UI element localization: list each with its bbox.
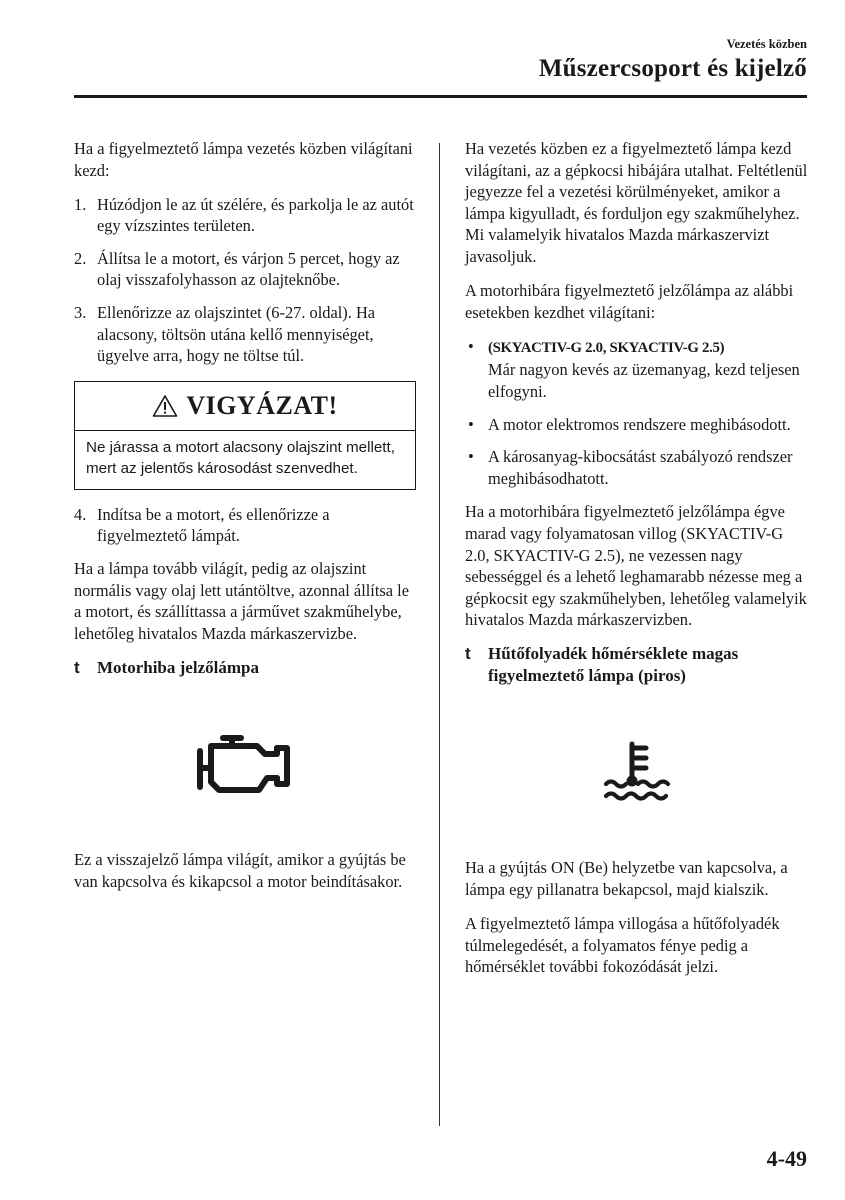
bullet-bold-text: (SKYACTIV-G 2.0, SKYACTIV-G 2.5) [488, 339, 725, 356]
coolant-icon-area [465, 687, 810, 857]
right-paragraph-2: A motorhibára figyelmeztető jelzőlámpa az alábbi esetekben kezdhet világítani: [465, 281, 794, 322]
list-item [74, 248, 416, 291]
list-item [465, 414, 810, 436]
list-item [465, 446, 810, 489]
step-number: 3. [74, 303, 87, 323]
header-section-label: Vezetés közben [726, 37, 807, 51]
engine-icon-area [74, 679, 416, 849]
warning-box [74, 381, 416, 490]
warning-triangle-icon [152, 394, 178, 418]
check-engine-icon [195, 733, 295, 795]
warning-header [75, 382, 415, 431]
step-number: 1. [74, 194, 87, 214]
step-number: 2. [74, 248, 87, 268]
list-item [74, 194, 416, 237]
bullet-dot: • [468, 447, 474, 467]
column-divider [439, 143, 440, 1126]
right-paragraph-3: Ha a motorhibára figyelmeztető jelzőlámpa égve marad vagy folyamatosan villog (SKYACTIV-G 2.0, SKYACTIV-G 2.5), ne vezessen nagy sebességgel és a lehető leghamarabb nézesse meg a gépkocsit egy szakműhelyben, lehetőleg valamelyik hivatalos Mazda márkaszervizben. [465, 502, 807, 630]
bullet-text: Már nagyon kevés az üzemanyag, kezd teljesen elfogyni. [488, 360, 800, 401]
right-paragraph-4: Ha a gyújtás ON (Be) helyzetbe van kapcsolva, a lámpa egy pillanatra bekapcsol, majd kialszik. [465, 858, 788, 899]
step-text: Húzódjon le az út szélére, és parkolja le az autót egy vízszintes területen. [97, 194, 414, 236]
list-item [74, 504, 416, 547]
page-number: 4-49 [766, 1146, 807, 1171]
step-text: Állítsa le a motort, és várjon 5 percet, hogy az olaj visszafolyhasson az olajteknőbe. [97, 248, 400, 290]
page-title: Műszercsoport és kijelző [538, 55, 807, 82]
bullet-list [465, 336, 810, 490]
bullet-dot: • [468, 336, 474, 356]
right-paragraph-5: A figyelmeztető lámpa villogása a hűtőfolyadék túlmelegedését, a folyamatos fénye pedig a hőmérséklet további fokozódását jelzi. [465, 914, 780, 977]
right-paragraph-1: Ha vezetés közben ez a figyelmeztető lámpa kezd világítani, az a gépkocsi hibájára utalhat. Feltétlenül jegyezze fel a vezetési körülményeket, amikor a lámpa kigyulladt, és forduljon egy szakműhelyhez. Mi valamelyik hivatalos Mazda márkaszervizt javasoljuk. [465, 139, 808, 266]
bullet-dot: • [468, 414, 474, 434]
list-item [465, 336, 810, 403]
oil-paragraph: Ha a lámpa tovább világít, pedig az olajszint normális vagy olaj lett utántöltve, azonnal állítsa le a motort, és szállíttassa a járművet szakműhelybe, lehetőleg hivatalos Mazda márkaszervizbe. [74, 559, 409, 643]
coolant-temperature-icon [602, 740, 674, 804]
header-rule [74, 95, 807, 98]
warning-title: VIGYÁZAT! [186, 391, 338, 421]
step-text: Ellenőrizze az olajszintet (6-27. oldal). Ha alacsony, töltsön utána kellő mennyiséget, ügyelve arra, hogy ne töltse túl. [97, 303, 376, 366]
section-title: Motorhiba jelzőlámpa [97, 657, 259, 677]
section-heading-coolant [465, 643, 810, 687]
engine-paragraph: Ez a visszajelző lámpa világít, amikor a gyújtás be van kapcsolva és kikapcsol a motor beindításakor. [74, 849, 406, 891]
section-heading-engine [74, 657, 416, 679]
bullet-text: A károsanyag-kibocsátást szabályozó rendszer meghibásodhatott. [488, 447, 793, 488]
section-marker: t [74, 657, 80, 677]
section-marker: t [465, 644, 471, 664]
step-list-continued [74, 504, 416, 547]
step-list [74, 194, 416, 367]
intro-paragraph: Ha a figyelmeztető lámpa vezetés közben világítani kezd: [74, 139, 413, 180]
step-number: 4. [74, 504, 87, 524]
step-text: Indítsa be a motort, és ellenőrizze a figyelmeztető lámpát. [97, 504, 330, 546]
left-column [74, 138, 416, 905]
section-title: Hűtőfolyadék hőmérséklete magas figyelmeztető lámpa (piros) [488, 644, 739, 686]
warning-body: Ne járassa a motort alacsony olajszint mellett, mert az jelentős károsodást szenvedhet. [86, 438, 395, 478]
bullet-text: A motor elektromos rendszere meghibásodott. [488, 414, 791, 434]
right-column [465, 138, 810, 990]
list-item [74, 302, 416, 367]
